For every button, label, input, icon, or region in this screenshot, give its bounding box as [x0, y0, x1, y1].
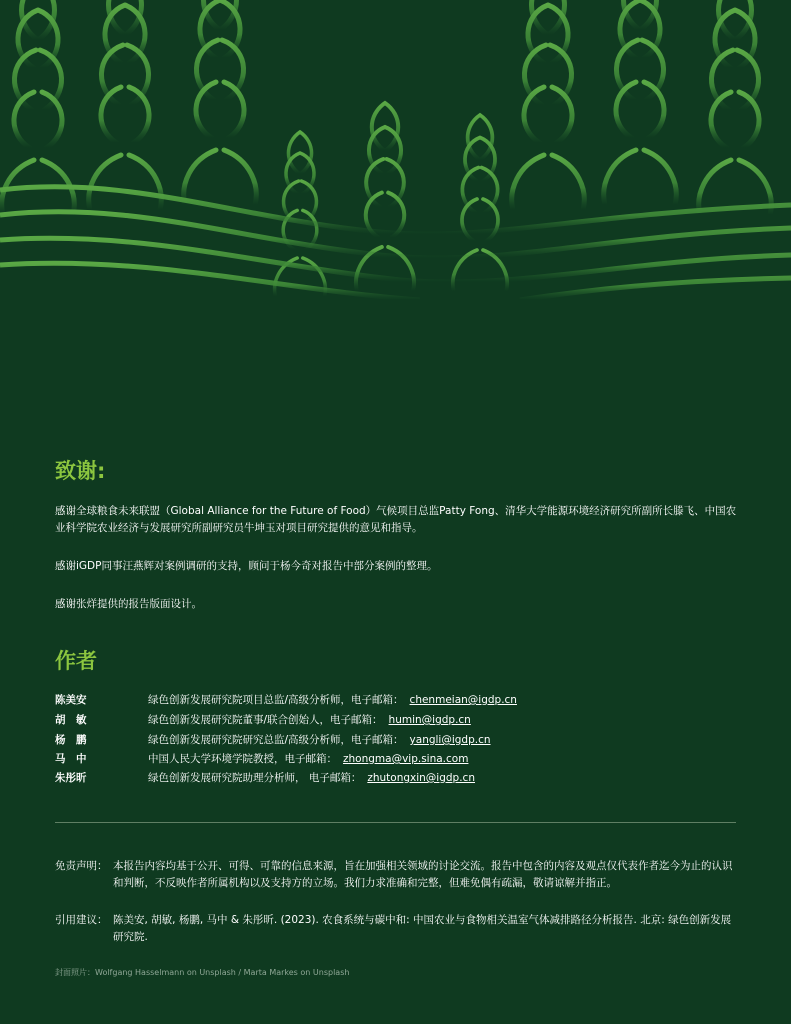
- acknowledgement-paragraph: 感谢全球粮食未来联盟（Global Alliance for the Future of Food）气候项目总监Patty Fong、清华大学能源环境经济研究所副所长滕飞、中国农业科学院农业经济与发展研究所副研究员牛坤玉对项目研究提供的意见和指导。: [55, 505, 737, 534]
- author-name: 胡 敏: [55, 714, 87, 726]
- author-email-link[interactable]: zhongma@vip.sina.com: [343, 753, 469, 765]
- citation-label: 引用建议：: [55, 914, 108, 926]
- author-description: 中国人民大学环境学院教授，电子邮箱： zhongma@vip.sina.com: [148, 753, 469, 765]
- acknowledgement-paragraph: 感谢张烊提供的报告版面设计。: [55, 598, 202, 610]
- disclaimer-text: 本报告内容均基于公开、可得、可靠的信息来源，旨在加强相关领域的讨论交流。报告中包含的内容及观点仅代表作者迄今为止的认识和判断，不反映作者所属机构以及支持方的立场。我们力求准确和完整，但难免偶有疏漏，敬请谅解并指正。: [113, 860, 733, 889]
- wheat-illustration: [0, 0, 791, 300]
- author-name: 马 中: [55, 753, 87, 765]
- author-name: 陈美安: [55, 694, 87, 706]
- author-row: [55, 751, 755, 768]
- author-description: 绿色创新发展研究院研究总监/高级分析师，电子邮箱： yangli@igdp.cn: [148, 734, 491, 746]
- author-email-link[interactable]: yangli@igdp.cn: [409, 734, 491, 746]
- author-name: 朱彤昕: [55, 772, 87, 784]
- section-divider: [55, 822, 736, 823]
- acknowledgement-paragraph: 感谢iGDP同事汪燕辉对案例调研的支持，顾问于杨今奇对报告中部分案例的整理。: [55, 560, 438, 572]
- author-description: 绿色创新发展研究院助理分析师， 电子邮箱： zhutongxin@igdp.cn: [148, 772, 475, 784]
- author-row: [55, 692, 755, 709]
- citation-text: 陈美安, 胡敏, 杨鹏, 马中 & 朱彤昕. (2023). 农食系统与碳中和: 中国农业与食物相关温室气体减排路径分析报告. 北京: 绿色创新发展研究院.: [113, 914, 732, 943]
- author-description: 绿色创新发展研究院项目总监/高级分析师，电子邮箱： chenmeian@igdp.cn: [148, 694, 517, 706]
- author-row: [55, 770, 755, 787]
- author-name: 杨 鹏: [55, 734, 87, 746]
- author-row: [55, 732, 755, 749]
- author-description: 绿色创新发展研究院董事/联合创始人，电子邮箱： humin@igdp.cn: [148, 714, 471, 726]
- author-email-link[interactable]: humin@igdp.cn: [388, 714, 471, 726]
- author-email-link[interactable]: zhutongxin@igdp.cn: [367, 772, 475, 784]
- authors-title: 作者: [55, 649, 97, 673]
- author-row: [55, 712, 755, 729]
- acknowledgements-title: 致谢:: [55, 459, 106, 483]
- cover-photo-credit: 封面照片：Wolfgang Hasselmann on Unsplash / Marta Markes on Unsplash: [55, 968, 350, 977]
- disclaimer-label: 免责声明：: [55, 860, 108, 872]
- author-email-link[interactable]: chenmeian@igdp.cn: [409, 694, 517, 706]
